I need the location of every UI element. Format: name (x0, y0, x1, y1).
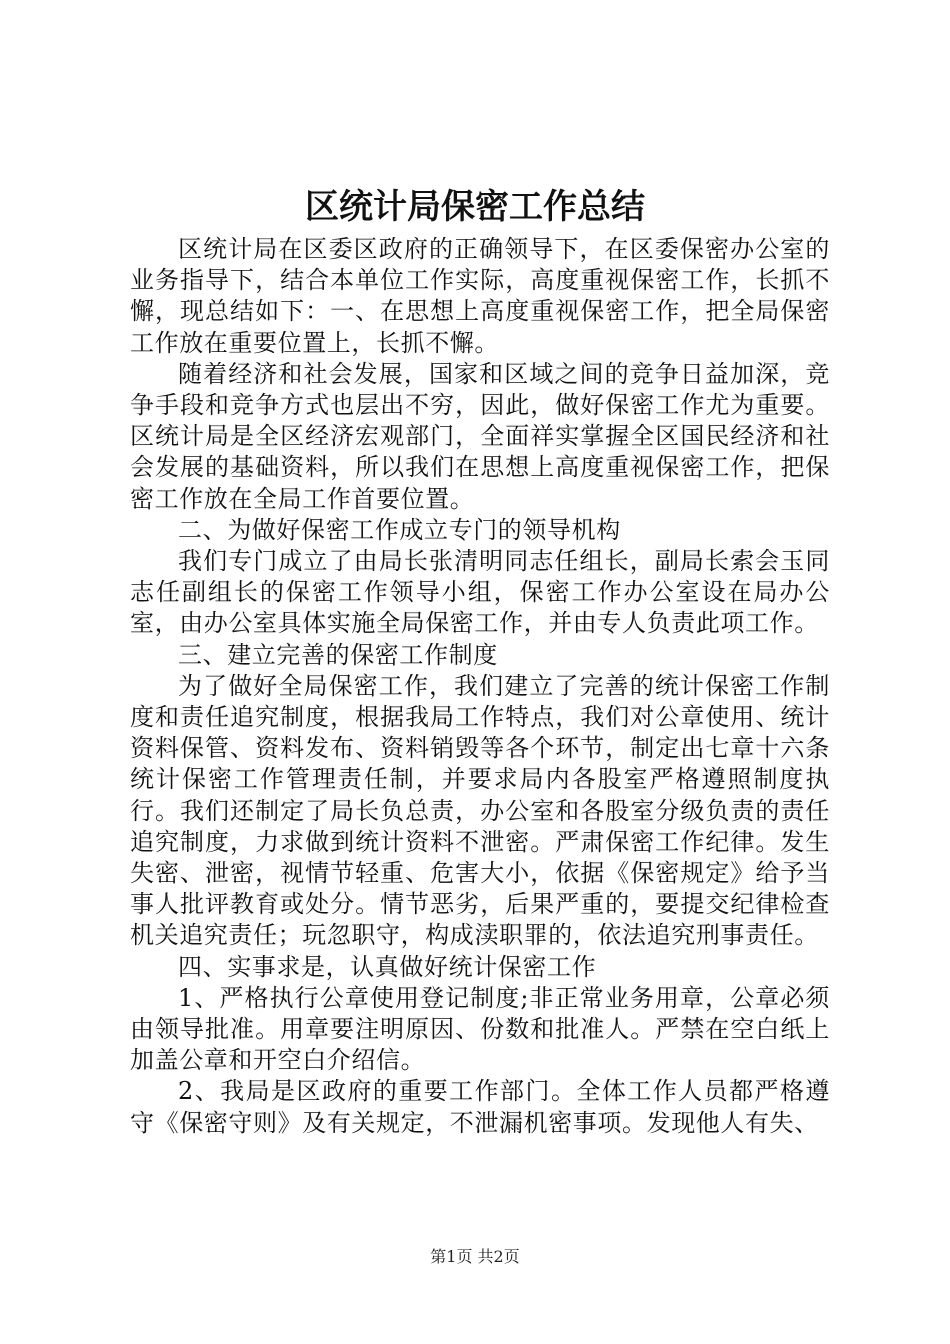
paragraph-leadership: 我们专门成立了由局长张清明同志任组长，副局长索会玉同志任副组长的保密工作领导小组，保密工作办公室设在局办公室，由办公室具体实施全局保密工作，并由专人负责此项工作。 (130, 547, 830, 638)
paragraph-intro: 区统计局在区委区政府的正确领导下，在区委保密办公室的业务指导下，结合本单位工作实际，高度重视保密工作，长抓不懈，现总结如下：一、在思想上高度重视保密工作，把全局保密工作放在重要位置上，长抓不懈。 (130, 235, 830, 357)
paragraph-item-2: 2、我局是区政府的重要工作部门。全体工作人员都严格遵守《保密守则》及有关规定，不泄漏机密事项。发现他人有失、 (130, 1077, 830, 1137)
paragraph-item-1: 1、严格执行公章使用登记制度;非正常业务用章，公章必须由领导批准。用章要注明原因、份数和批准人。严禁在空白纸上加盖公章和开空白介绍信。 (130, 983, 830, 1075)
section-heading-3: 三、建立完善的保密工作制度 (178, 640, 498, 669)
paragraph-system: 为了做好全局保密工作，我们建立了完善的统计保密工作制度和责任追究制度，根据我局工作特点，我们对公章使用、统计资料保管、资料发布、资料销毁等各个环节，制定出七章十六条统计保密工作管理责任制，并要求局内各股室严格遵照制度执行。我们还制定了局长负总责，办公室和各股室分级负责的责任追究制度，力求做到统计资料不泄密。严肃保密工作纪律。发生失密、泄密，视情节轻重、危害大小，依据《保密规定》给予当事人批评教育或处分。情节恶劣，后果严重的，要提交纪律检查机关追究责任；玩忽职守，构成渎职罪的，依法追究刑事责任。 (130, 671, 830, 950)
document-title: 区统计局保密工作总结 (305, 187, 645, 227)
page-number-footer: 第1页 共2页 (430, 1247, 520, 1266)
section-heading-2: 二、为做好保密工作成立专门的领导机构 (178, 515, 621, 544)
document-body (130, 234, 830, 1139)
section-heading-4: 四、实事求是，认真做好统计保密工作 (178, 952, 597, 981)
paragraph-background: 随着经济和社会发展，国家和区域之间的竞争日益加深，竞争手段和竞争方式也层出不穷，因此，做好保密工作尤为重要。区统计局是全区经济宏观部门，全面祥实掌握全区国民经济和社会发展的基础资料，所以我们在思想上高度重视保密工作，把保密工作放在全局工作首要位置。 (130, 359, 830, 513)
